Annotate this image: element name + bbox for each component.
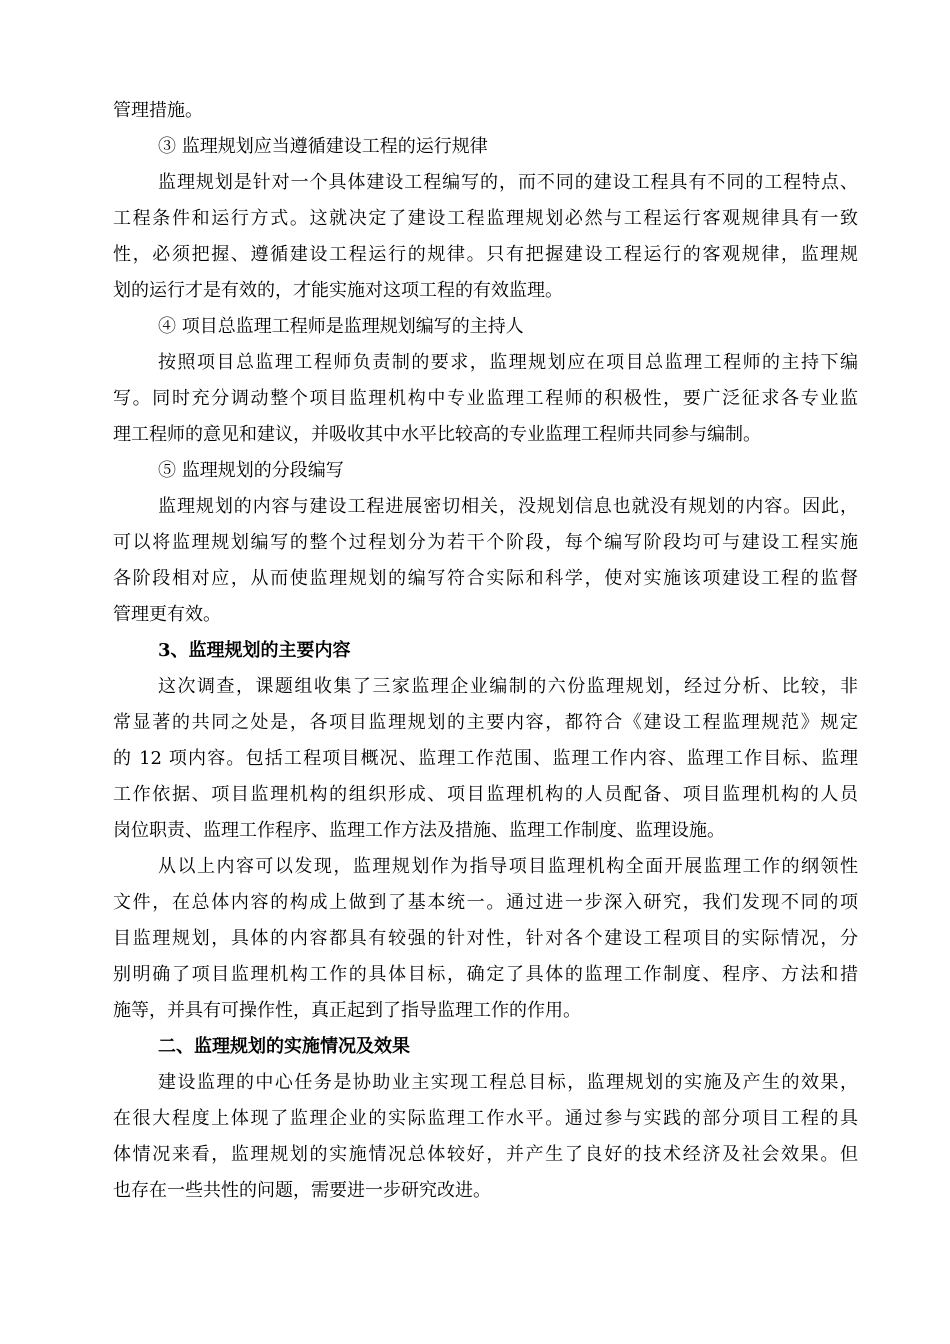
- text-line: 管理更有效。: [113, 604, 221, 625]
- text-line: 监理规划的内容与建设工程进展密切相关，没规划信息也就没有规划的内容。因此，: [158, 496, 858, 517]
- list-item-heading: ③ 监理规划应当遵循建设工程的运行规律: [158, 136, 488, 157]
- text-line: 从以上内容可以发现，监理规划作为指导项目监理机构全面开展监理工作的纲领性: [158, 856, 858, 877]
- text-line: 管理措施。: [113, 100, 203, 121]
- text-line: 文件，在总体内容的构成上做到了基本统一。通过进一步深入研究，我们发现不同的项: [113, 892, 858, 913]
- chapter-heading: 二、监理规划的实施情况及效果: [158, 1036, 410, 1057]
- list-item-heading: ⑤ 监理规划的分段编写: [158, 460, 344, 481]
- text-line: 各阶段相对应，从而使监理规划的编写符合实际和科学，使对实施该项建设工程的监督: [113, 568, 858, 589]
- text-line: 工作依据、项目监理机构的组织形成、项目监理机构的人员配备、项目监理机构的人员: [113, 784, 858, 805]
- text-line: 岗位职责、监理工作程序、监理工作方法及措施、监理工作制度、监理设施。: [113, 820, 725, 841]
- text-line: 工程条件和运行方式。这就决定了建设工程监理规划必然与工程运行客观规律具有一致: [113, 208, 858, 229]
- text-line: 常显著的共同之处是，各项目监理规划的主要内容，都符合《建设工程监理规范》规定: [113, 712, 858, 733]
- text-line: 目监理规划，具体的内容都具有较强的针对性，针对各个建设工程项目的实际情况，分: [113, 928, 858, 949]
- section-heading: 3、监理规划的主要内容: [158, 640, 351, 661]
- text-line: 写。同时充分调动整个项目监理机构中专业监理工程师的积极性，要广泛征求各专业监: [113, 388, 858, 409]
- text-line: 按照项目总监理工程师负责制的要求，监理规划应在项目总监理工程师的主持下编: [158, 352, 858, 373]
- text-line: 体情况来看，监理规划的实施情况总体较好，并产生了良好的技术经济及社会效果。但: [113, 1144, 858, 1165]
- text-line: 这次调查，课题组收集了三家监理企业编制的六份监理规划，经过分析、比较，非: [158, 676, 858, 697]
- text-line: 施等，并具有可操作性，真正起到了指导监理工作的作用。: [113, 1000, 581, 1021]
- text-line: 划的运行才是有效的，才能实施对这项工程的有效监理。: [113, 280, 563, 301]
- text-line: 也存在一些共性的问题，需要进一步研究改进。: [113, 1180, 491, 1201]
- text-line: 在很大程度上体现了监理企业的实际监理工作水平。通过参与实践的部分项目工程的具: [113, 1108, 858, 1129]
- text-line: 建设监理的中心任务是协助业主实现工程总目标，监理规划的实施及产生的效果，: [158, 1072, 858, 1093]
- text-line: 性，必须把握、遵循建设工程运行的规律。只有把握建设工程运行的客观规律，监理规: [113, 244, 858, 265]
- text-line: 可以将监理规划编写的整个过程划分为若干个阶段，每个编写阶段均可与建设工程实施: [113, 532, 858, 553]
- text-line: 监理规划是针对一个具体建设工程编写的，而不同的建设工程具有不同的工程特点、: [158, 172, 858, 193]
- text-line: 别明确了项目监理机构工作的具体目标，确定了具体的监理工作制度、程序、方法和措: [113, 964, 858, 985]
- text-line: 的 12 项内容。包括工程项目概况、监理工作范围、监理工作内容、监理工作目标、监理: [113, 748, 858, 769]
- list-item-heading: ④ 项目总监理工程师是监理规划编写的主持人: [158, 316, 524, 337]
- text-line: 理工程师的意见和建议，并吸收其中水平比较高的专业监理工程师共同参与编制。: [113, 424, 761, 445]
